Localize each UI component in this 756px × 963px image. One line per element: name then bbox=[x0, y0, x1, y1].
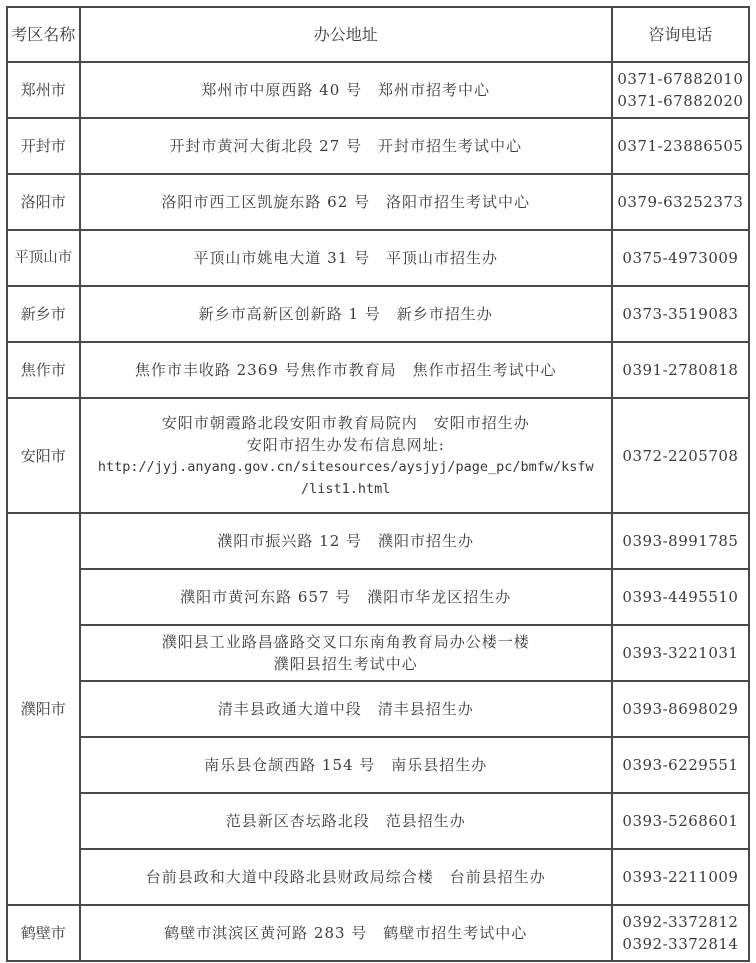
district-cell: 郑州市 bbox=[7, 62, 80, 118]
address-cell bbox=[80, 849, 612, 905]
district-cell: 洛阳市 bbox=[7, 174, 80, 230]
phone-number: 0393-3221031 bbox=[622, 644, 739, 662]
address-cell bbox=[80, 625, 612, 681]
address-line: 濮阳市黄河东路 657 号 濮阳市华龙区招生办 bbox=[180, 588, 512, 606]
address-cell bbox=[80, 62, 612, 118]
phone-number: 0393-8698029 bbox=[622, 700, 739, 718]
phone-cell bbox=[612, 793, 749, 849]
phone-cell bbox=[612, 398, 749, 513]
table-row bbox=[7, 737, 749, 793]
phone-cell bbox=[612, 118, 749, 174]
table-header-row bbox=[7, 7, 749, 62]
address-line: 安阳市招生办发布信息网址: bbox=[246, 435, 445, 454]
exam-office-table bbox=[6, 6, 750, 962]
district-cell: 濮阳市 bbox=[7, 513, 80, 905]
phone-cell bbox=[612, 905, 749, 961]
table-row bbox=[7, 174, 749, 230]
phone-cell bbox=[612, 513, 749, 569]
address-cell bbox=[80, 513, 612, 569]
table-row bbox=[7, 62, 749, 118]
table-row bbox=[7, 230, 749, 286]
address-cell bbox=[80, 681, 612, 737]
table-row bbox=[7, 905, 749, 961]
table-row bbox=[7, 513, 749, 569]
phone-cell bbox=[612, 849, 749, 905]
address-line: 范县新区杏坛路北段 范县招生办 bbox=[225, 812, 466, 830]
address-cell bbox=[80, 286, 612, 342]
address-line: 鹤壁市淇滨区黄河路 283 号 鹤壁市招生考试中心 bbox=[164, 924, 528, 942]
phone-number: 0393-6229551 bbox=[622, 756, 739, 774]
phone-number: 0393-8991785 bbox=[622, 532, 739, 550]
address-line: 郑州市中原西路 40 号 郑州市招考中心 bbox=[201, 81, 491, 99]
header-address: 办公地址 bbox=[80, 7, 612, 62]
phone-number: 0393-4495510 bbox=[622, 588, 739, 606]
address-line: 南乐县仓颉西路 154 号 南乐县招生办 bbox=[204, 756, 488, 774]
header-district: 考区名称 bbox=[7, 7, 80, 62]
address-cell bbox=[80, 905, 612, 961]
district-cell: 新乡市 bbox=[7, 286, 80, 342]
phone-number: 0373-3519083 bbox=[622, 305, 739, 323]
address-cell bbox=[80, 398, 612, 513]
phone-cell bbox=[612, 230, 749, 286]
phone-number: 0391-2780818 bbox=[622, 361, 739, 379]
table-row bbox=[7, 793, 749, 849]
phone-cell bbox=[612, 286, 749, 342]
table-row bbox=[7, 625, 749, 681]
district-cell: 开封市 bbox=[7, 118, 80, 174]
phone-cell bbox=[612, 569, 749, 625]
address-cell bbox=[80, 118, 612, 174]
address-cell bbox=[80, 737, 612, 793]
address-line: 台前县政和大道中段路北县财政局综合楼 台前县招生办 bbox=[145, 868, 546, 886]
website-url-line: /list1.html bbox=[301, 480, 391, 497]
phone-number: 0371-23886505 bbox=[617, 137, 744, 155]
address-line: 濮阳县招生考试中心 bbox=[273, 655, 418, 673]
phone-number: 0392-3372814 bbox=[622, 935, 739, 953]
address-line: 焦作市丰收路 2369 号焦作市教育局 焦作市招生考试中心 bbox=[134, 361, 557, 379]
phone-cell bbox=[612, 342, 749, 398]
phone-number: 0393-2211009 bbox=[622, 868, 739, 886]
table-row bbox=[7, 286, 749, 342]
phone-number: 0372-2205708 bbox=[622, 446, 739, 465]
address-line: 平顶山市姚电大道 31 号 平顶山市招生办 bbox=[193, 249, 499, 267]
address-line: 清丰县政通大道中段 清丰县招生办 bbox=[217, 700, 474, 718]
phone-number: 0371-67882010 bbox=[617, 70, 744, 88]
phone-cell bbox=[612, 737, 749, 793]
header-phone: 咨询电话 bbox=[612, 7, 749, 62]
table-row bbox=[7, 569, 749, 625]
district-cell: 鹤壁市 bbox=[7, 905, 80, 961]
district-cell: 焦作市 bbox=[7, 342, 80, 398]
address-line: 濮阳县工业路昌盛路交叉口东南角教育局办公楼一楼 bbox=[161, 633, 530, 651]
address-line: 濮阳市振兴路 12 号 濮阳市招生办 bbox=[217, 532, 475, 550]
address-cell bbox=[80, 793, 612, 849]
address-cell bbox=[80, 569, 612, 625]
table-row bbox=[7, 118, 749, 174]
phone-number: 0393-5268601 bbox=[622, 812, 739, 830]
phone-cell bbox=[612, 62, 749, 118]
address-line: 新乡市高新区创新路 1 号 新乡市招生办 bbox=[198, 305, 493, 323]
table-row bbox=[7, 849, 749, 905]
address-cell bbox=[80, 174, 612, 230]
address-cell bbox=[80, 230, 612, 286]
phone-number: 0379-63252373 bbox=[617, 193, 744, 211]
phone-number: 0392-3372812 bbox=[622, 913, 739, 931]
district-cell: 平顶山市 bbox=[7, 230, 80, 286]
phone-number: 0375-4973009 bbox=[622, 249, 739, 267]
address-cell bbox=[80, 342, 612, 398]
phone-cell bbox=[612, 681, 749, 737]
district-cell: 安阳市 bbox=[7, 398, 80, 513]
table-row bbox=[7, 342, 749, 398]
address-line: 洛阳市西工区凯旋东路 62 号 洛阳市招生考试中心 bbox=[161, 193, 531, 211]
address-line: 安阳市朝霞路北段安阳市教育局院内 安阳市招生办 bbox=[161, 413, 530, 432]
table-row bbox=[7, 398, 749, 513]
phone-cell bbox=[612, 625, 749, 681]
address-line: 开封市黄河大街北段 27 号 开封市招生考试中心 bbox=[169, 137, 523, 155]
phone-cell bbox=[612, 174, 749, 230]
website-url-line: http://jyj.anyang.gov.cn/sitesources/aysjyj/page_pc/bmfw/ksfw bbox=[97, 458, 594, 475]
phone-number: 0371-67882020 bbox=[617, 92, 744, 110]
table-row bbox=[7, 681, 749, 737]
